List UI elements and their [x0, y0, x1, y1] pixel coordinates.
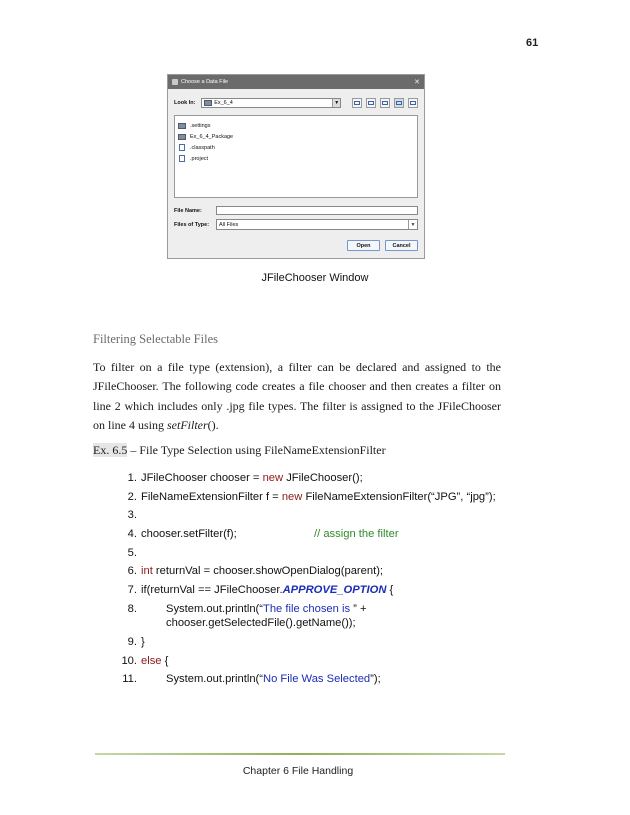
figure-caption: JFileChooser Window: [261, 272, 369, 284]
line-number: 6.: [127, 565, 137, 578]
line-number: 2.: [127, 490, 137, 503]
file-icon: [179, 155, 185, 162]
example-label: [93, 443, 386, 458]
code-string: The file chosen is: [263, 602, 354, 615]
line-number: 4.: [127, 528, 137, 541]
code-text: FileNameExtensionFilter f =: [141, 490, 282, 503]
code-text: JFileChooser();: [283, 472, 363, 484]
code-line: [117, 562, 496, 581]
java-cup-icon: [172, 79, 178, 85]
file-name: .settings: [190, 122, 211, 129]
line-number: 11.: [122, 673, 137, 686]
code-line: [117, 633, 496, 652]
cancel-button[interactable]: Cancel: [385, 240, 418, 251]
code-line: [117, 506, 496, 525]
code-text: if(returnVal == JFileChooser.: [141, 584, 283, 597]
code-string: No File Was Selected: [263, 673, 371, 686]
close-icon[interactable]: ✕: [414, 79, 420, 86]
code-line: [117, 581, 496, 600]
code-text: System.out.println(“: [166, 602, 263, 615]
code-indented: [166, 670, 381, 689]
code-text: ”);: [370, 673, 381, 686]
page-number: 61: [526, 37, 539, 49]
file-name-row: [174, 206, 418, 215]
code-line: [117, 652, 496, 671]
files-of-type-select[interactable]: [216, 219, 418, 230]
open-button[interactable]: Open: [347, 240, 380, 251]
up-folder-icon: [354, 101, 360, 105]
code-text: {: [161, 654, 169, 667]
list-view-icon: [396, 101, 402, 105]
paragraph-text: To filter on a file type (extension), a filter can be declared and assigned to the JFileChooser. The following code creates a file chooser and then creates a filter on line 2 which includes only .jpg file types. The filter is assigned to the JFileChooser on line 4 using: [93, 360, 501, 432]
code-text: FileNameExtensionFilter(“JPG”, “jpg”);: [302, 490, 496, 503]
example-title: – File Type Selection using FileNameExtensionFilter: [127, 443, 386, 457]
chevron-down-icon[interactable]: ▼: [332, 99, 340, 107]
example-number: Ex. 6.5: [93, 443, 128, 457]
code-line: [117, 544, 496, 563]
files-of-type-value: All Files: [219, 221, 239, 228]
files-of-type-label: Files of Type:: [174, 221, 210, 228]
file-name: .classpath: [190, 144, 215, 151]
line-number: 1.: [127, 472, 137, 484]
code-keyword: int: [141, 565, 153, 578]
footer-chapter-title: Chapter 6 File Handling: [242, 765, 354, 777]
list-view-button[interactable]: [394, 98, 404, 108]
footer-divider: [95, 753, 505, 755]
dialog-title: Choose a Data File: [181, 79, 229, 85]
code-text: JFileChooser chooser =: [141, 472, 263, 484]
line-number: 7.: [127, 584, 137, 597]
dialog-titlebar: [168, 75, 424, 89]
new-folder-button[interactable]: [380, 98, 390, 108]
list-item[interactable]: [178, 142, 414, 153]
folder-icon: [204, 100, 212, 106]
new-folder-icon: [382, 101, 388, 105]
line-number: 5.: [127, 546, 137, 559]
file-chooser-dialog: [167, 74, 425, 259]
file-icon: [179, 144, 185, 151]
details-view-button[interactable]: [408, 98, 418, 108]
file-name: .project: [190, 155, 209, 162]
file-name-input[interactable]: [216, 206, 418, 215]
file-type-row: [174, 219, 418, 230]
code-keyword: new: [262, 472, 284, 484]
list-item[interactable]: [178, 131, 414, 142]
list-item[interactable]: [178, 120, 414, 131]
folder-icon: [178, 134, 186, 140]
code-line: [117, 600, 496, 633]
file-list: [174, 115, 418, 198]
code-constant: APPROVE_OPTION: [282, 584, 387, 597]
code-text: {: [386, 584, 394, 597]
chevron-down-icon[interactable]: ▼: [408, 220, 417, 229]
look-in-label: Look In:: [174, 100, 196, 106]
line-number: 10.: [121, 654, 137, 667]
code-comment: // assign the filter: [314, 528, 399, 541]
code-text: returnVal = chooser.showOpenDialog(parent);: [152, 565, 384, 578]
list-item[interactable]: [178, 153, 414, 164]
file-name-label: File Name:: [174, 207, 202, 214]
paragraph-end: ().: [207, 417, 219, 432]
look-in-combo[interactable]: [201, 98, 341, 108]
file-name: Ex_6_4_Package: [190, 133, 234, 140]
body-paragraph: [93, 358, 501, 435]
home-icon: [368, 101, 374, 105]
details-view-icon: [410, 101, 416, 105]
folder-icon: [178, 123, 186, 129]
code-line: [117, 488, 496, 507]
code-line: [117, 525, 496, 544]
code-text: ” +: [353, 602, 367, 615]
code-line: [117, 469, 496, 488]
line-number: 8.: [127, 602, 137, 615]
look-in-row: [174, 97, 418, 109]
code-listing: [117, 469, 496, 689]
code-keyword: else: [141, 654, 162, 667]
look-in-value: Ex_6_4: [214, 100, 233, 106]
code-text: }: [141, 635, 145, 648]
up-folder-button[interactable]: [352, 98, 362, 108]
section-heading: Filtering Selectable Files: [93, 332, 218, 346]
dialog-buttons: [347, 240, 418, 251]
code-keyword: new: [281, 490, 303, 503]
code-continuation: chooser.getSelectedFile().getName());: [166, 616, 356, 629]
code-text: System.out.println(“: [166, 673, 263, 686]
code-line: [117, 670, 496, 689]
line-number: 9.: [127, 635, 137, 648]
line-number: 3.: [127, 509, 137, 522]
method-name: setFilter: [167, 417, 208, 432]
home-button[interactable]: [366, 98, 376, 108]
code-text: chooser.setFilter(f);: [141, 528, 237, 541]
